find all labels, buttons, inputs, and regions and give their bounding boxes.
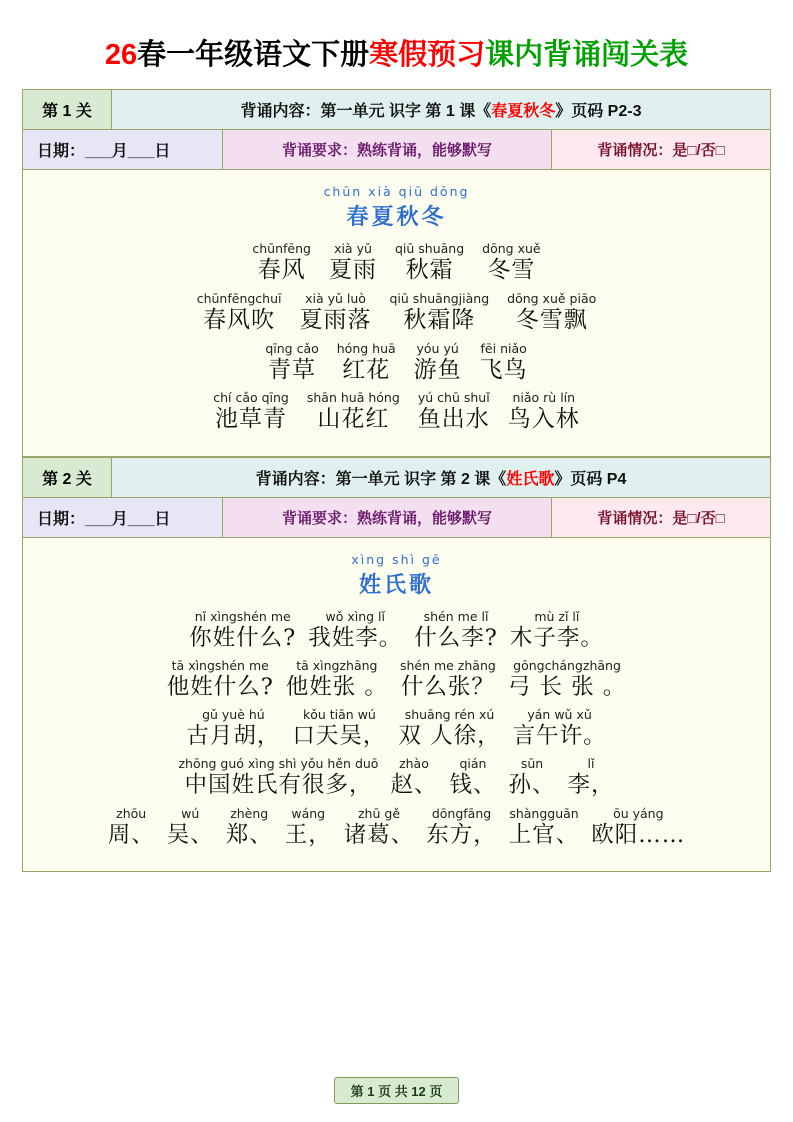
token-hanzi: 李，	[567, 772, 615, 799]
token-hanzi: 飞鸟	[479, 356, 528, 383]
level-block-2	[22, 457, 771, 872]
token-hanzi: 你姓什么?	[189, 625, 297, 651]
poem-token	[390, 756, 437, 799]
recite-book-title-2: 姓氏歌	[506, 471, 555, 488]
token-pinyin: sūn	[520, 756, 544, 772]
poem-token	[509, 806, 580, 849]
token-hanzi: 秋霜	[405, 257, 454, 283]
poem-token	[510, 609, 604, 652]
token-pinyin: zhèng	[230, 805, 269, 821]
poem-token	[414, 341, 462, 385]
token-hanzi: 青草	[268, 356, 317, 383]
poem-title-hanzi-2: 姓氏歌	[358, 572, 434, 597]
poem-token	[344, 806, 415, 849]
token-hanzi: 东方，	[426, 821, 497, 848]
poem-token	[178, 756, 378, 799]
token-hanzi: 双 人徐，	[398, 723, 501, 750]
poem-token	[292, 707, 386, 750]
poem-line	[29, 241, 764, 285]
page-title	[22, 32, 771, 73]
token-hanzi: 他姓什么?	[166, 674, 274, 701]
token-hanzi: 夏雨落	[299, 306, 372, 333]
recite-content-1	[112, 90, 770, 129]
poem-token	[213, 390, 289, 434]
status-checkbox-1[interactable]: 背诵情况：是□/否□	[552, 130, 770, 169]
poem-body-2	[23, 538, 770, 871]
poem-token	[508, 658, 626, 701]
token-hanzi: 鱼出水	[417, 406, 490, 433]
poem-line	[29, 291, 764, 335]
token-hanzi: 欧阳……	[591, 821, 686, 848]
poem-token	[482, 241, 540, 285]
token-pinyin: dōngfāng	[431, 805, 492, 821]
recite-content-2	[112, 458, 770, 497]
token-hanzi: 古月胡，	[186, 723, 281, 750]
token-pinyin: yóu yú	[416, 340, 459, 356]
token-hanzi: 冬雪	[487, 257, 536, 283]
poem-token	[189, 609, 296, 652]
poem-title-hanzi-1: 春夏秋冬	[346, 204, 447, 229]
token-pinyin: dōng xuě piāo	[507, 290, 597, 306]
recite-content-suffix-1: 》页码 P2-3	[555, 103, 642, 120]
poem-title-pinyin-1: chūn xià qiū dōng	[323, 184, 470, 199]
poem-token	[400, 658, 496, 701]
poem-token	[390, 291, 490, 335]
poem-line	[29, 707, 764, 750]
token-pinyin: qián	[459, 756, 487, 772]
poem-token	[591, 806, 685, 849]
token-hanzi: 口天吴，	[292, 723, 387, 750]
poem-token	[300, 291, 372, 335]
token-pinyin: nǐ xìngshén me	[194, 609, 291, 624]
title-part-black-1: 春一年级语文下册	[137, 39, 370, 71]
poem-line	[29, 756, 764, 799]
level-meta-row-1	[23, 130, 770, 170]
token-hanzi: 言午许。	[512, 723, 607, 750]
token-hanzi: 周、	[107, 821, 155, 848]
token-hanzi: 冬雪飘	[515, 306, 588, 333]
token-pinyin: fēi niǎo	[480, 340, 527, 356]
recite-content-prefix-2: 背诵内容：第一单元 识字 第 2 课《	[255, 471, 507, 488]
poem-token	[398, 707, 500, 750]
token-pinyin: qiū shuāng	[394, 241, 465, 256]
recite-book-title-1: 春夏秋冬	[491, 103, 556, 120]
poem-token	[449, 756, 496, 799]
token-hanzi: 诸葛、	[343, 821, 415, 848]
token-pinyin: tā xìngzhāng	[296, 658, 378, 674]
token-hanzi: 我姓李。	[308, 625, 403, 651]
poem-token	[226, 806, 273, 849]
token-pinyin: yú chū shuǐ	[417, 390, 490, 406]
page-footer	[0, 1077, 793, 1104]
token-hanzi: 赵、	[390, 772, 438, 799]
poem-title-pinyin-2: xìng shì gē	[351, 552, 442, 567]
token-pinyin: qiū shuāngjiàng	[389, 290, 490, 306]
token-hanzi: 什么李?	[414, 625, 498, 651]
poem-token	[508, 390, 580, 434]
poem-body-1	[23, 170, 770, 456]
level-header-row-1	[23, 90, 770, 130]
poem-token	[507, 291, 596, 335]
poem-token	[568, 756, 615, 799]
level-header-row-2	[23, 458, 770, 498]
requirement-2: 背诵要求：熟练背诵，能够默写	[223, 498, 552, 537]
poem-token	[329, 241, 377, 285]
poem-token	[414, 609, 498, 652]
token-hanzi: 弓 长 张 。	[507, 674, 627, 701]
token-hanzi: 吴、	[166, 821, 214, 848]
poem-title-2	[29, 552, 764, 599]
token-pinyin: gǔ yuè hú	[202, 707, 265, 723]
token-hanzi: 什么张？	[400, 674, 495, 701]
poem-token	[308, 609, 402, 652]
token-pinyin: tā xìngshén me	[171, 658, 269, 674]
token-hanzi: 郑、	[225, 821, 273, 848]
token-hanzi: 孙、	[508, 772, 556, 799]
poem-token	[513, 707, 607, 750]
poem-token	[186, 707, 280, 750]
title-part-red-1: 26	[104, 39, 138, 71]
title-part-green: 课内背诵闯关表	[485, 39, 689, 71]
token-pinyin: wú	[181, 805, 200, 821]
token-pinyin: zhōu	[116, 805, 147, 821]
token-pinyin: shān huā hóng	[306, 390, 400, 406]
level-label-1: 第 1 关	[23, 90, 112, 129]
token-pinyin: gōngchángzhāng	[513, 658, 621, 674]
date-field-2[interactable]: 日期：___月___日	[23, 498, 223, 537]
token-pinyin: chūnfēng	[252, 241, 311, 256]
poem-token	[252, 241, 311, 285]
token-hanzi: 红花	[342, 356, 391, 383]
poem-line	[29, 390, 764, 434]
token-pinyin: ōu yáng	[613, 805, 664, 821]
recite-content-prefix-1: 背诵内容：第一单元 识字 第 1 课《	[240, 103, 492, 120]
poem-line	[29, 609, 764, 652]
token-pinyin: zhū gě	[358, 805, 401, 821]
token-hanzi: 钱、	[449, 772, 497, 799]
poem-token	[307, 390, 400, 434]
poem-token	[395, 241, 464, 285]
poem-token	[167, 658, 274, 701]
token-pinyin: dōng xuě	[482, 241, 541, 256]
token-pinyin: mù zǐ lǐ	[534, 609, 580, 624]
level-meta-row-2	[23, 498, 770, 538]
token-pinyin: xià yǔ luò	[305, 290, 366, 306]
page-number: 第 1 页 共 12 页	[334, 1077, 460, 1104]
token-hanzi: 山花红	[317, 406, 390, 433]
token-pinyin: yán wǔ xǔ	[527, 707, 592, 723]
poem-token	[167, 806, 214, 849]
date-field-1[interactable]: 日期：___月___日	[23, 130, 223, 169]
token-pinyin: shén me lǐ	[423, 609, 489, 624]
requirement-1: 背诵要求：熟练背诵，能够默写	[223, 130, 552, 169]
token-pinyin: wǒ xìng lǐ	[325, 609, 385, 624]
title-part-red-2: 寒假预习	[369, 39, 486, 71]
token-hanzi: 池草青	[215, 406, 288, 433]
token-pinyin: zhōng guó xìng shì yǒu hěn duō	[178, 756, 379, 772]
token-hanzi: 夏雨	[328, 257, 377, 283]
token-hanzi: 春风	[257, 257, 306, 283]
token-pinyin: chūnfēngchuī	[196, 290, 282, 306]
poem-token	[337, 341, 396, 385]
poem-token	[286, 658, 388, 701]
token-hanzi: 游鱼	[413, 356, 462, 383]
token-pinyin: niǎo rù lín	[512, 390, 576, 406]
token-pinyin: hóng huā	[336, 340, 396, 356]
poem-token	[108, 806, 155, 849]
token-pinyin: shén me zhāng	[399, 658, 496, 674]
poem-token	[265, 341, 318, 385]
token-hanzi: 王，	[284, 821, 332, 848]
poem-line	[29, 806, 764, 849]
recite-content-suffix-2: 》页码 P4	[554, 471, 627, 488]
token-hanzi: 春风吹	[203, 306, 276, 333]
token-hanzi: 秋霜降	[403, 306, 476, 333]
poem-title-1	[29, 184, 764, 231]
poem-token	[426, 806, 497, 849]
poem-token	[480, 341, 528, 385]
poem-line	[29, 658, 764, 701]
token-pinyin: shàngguān	[509, 805, 579, 821]
token-hanzi: 木子李。	[509, 625, 604, 651]
poem-token	[197, 291, 282, 335]
token-pinyin: lǐ	[587, 756, 595, 772]
poem-token	[285, 806, 332, 849]
status-checkbox-2[interactable]: 背诵情况：是□/否□	[552, 498, 770, 537]
poem-token	[418, 390, 490, 434]
token-hanzi: 他姓张 。	[285, 674, 388, 701]
token-pinyin: shuāng rén xú	[404, 707, 495, 723]
token-pinyin: qīng cǎo	[265, 340, 319, 356]
token-hanzi: 中国姓氏有很多，	[184, 772, 373, 799]
token-pinyin: kǒu tiān wú	[302, 707, 376, 723]
poem-token	[508, 756, 555, 799]
token-hanzi: 鸟入林	[507, 406, 580, 433]
token-pinyin: chí cǎo qīng	[213, 390, 289, 406]
token-pinyin: xià yǔ	[334, 241, 372, 256]
token-pinyin: wáng	[291, 805, 326, 821]
level-label-2: 第 2 关	[23, 458, 112, 497]
level-block-1	[22, 89, 771, 457]
poem-line	[29, 341, 764, 385]
token-pinyin: zhào	[399, 756, 429, 772]
token-hanzi: 上官、	[508, 821, 580, 848]
